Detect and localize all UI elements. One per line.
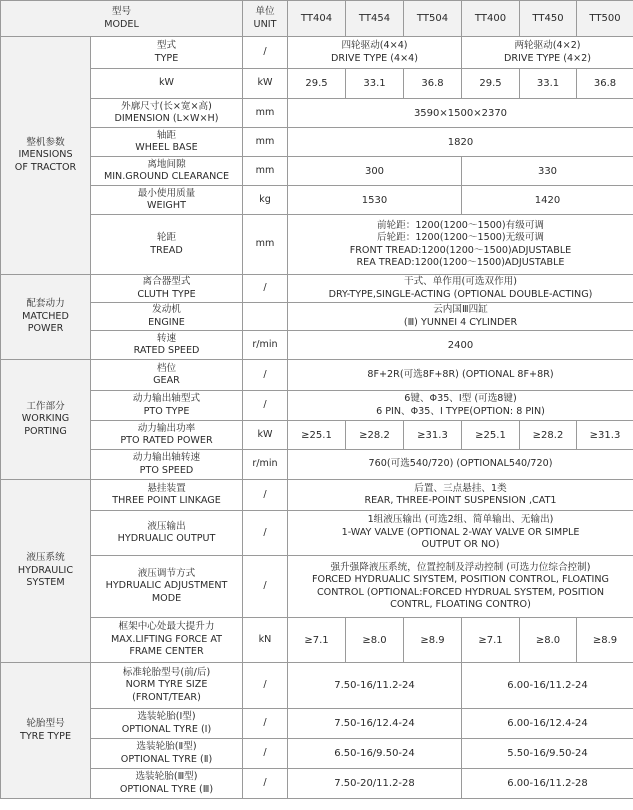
dimension-unit: mm: [243, 99, 288, 128]
lifting-value: ≥7.1: [462, 618, 520, 663]
speed-unit: r/min: [243, 331, 288, 360]
table-row: [1, 556, 633, 618]
table-row: [1, 331, 633, 360]
lifting-value: ≥8.0: [346, 618, 404, 663]
linkage-unit: /: [243, 480, 288, 511]
lifting-unit: kN: [243, 618, 288, 663]
tread-value: [288, 215, 633, 275]
pto-type-label: [91, 391, 243, 421]
wheelbase-value: 1820: [288, 128, 633, 157]
clearance-label-cn: 离地间隙: [147, 158, 186, 170]
lifting-label-en2: FRAME CENTER: [129, 646, 204, 658]
linkage-label: [91, 480, 243, 511]
group-tractor-cn: 整机参数: [26, 136, 65, 148]
dimension-label-cn: 外廓尺寸(长×宽×高): [121, 100, 212, 112]
group-tractor-en1: IMENSIONS: [18, 149, 73, 161]
engine-value: [288, 303, 633, 331]
pto-type-label-cn: 动力输出轴型式: [132, 393, 201, 405]
tyre-std-2wd: 6.00-16/11.2-24: [462, 663, 633, 709]
unit-header: [243, 1, 288, 37]
pto-power-value: ≥28.2: [520, 421, 577, 450]
gear-unit: /: [243, 360, 288, 391]
type-4wd-en: DRIVE TYPE (4×4): [331, 52, 418, 64]
pto-type-line: 6键、Φ35、Ⅰ型 (可选8键): [404, 393, 517, 405]
tread-label-en: TREAD: [150, 244, 183, 256]
table-row: [1, 360, 633, 391]
group-working-en1: WORKING: [21, 413, 70, 425]
linkage-line: REAR, THREE-POINT SUSPENSION ,CAT1: [364, 495, 557, 506]
lifting-value: ≥8.9: [404, 618, 462, 663]
tyre-std-label: [91, 663, 243, 709]
pto-power-value: ≥31.3: [577, 421, 633, 450]
gear-label-cn: 档位: [156, 362, 177, 374]
hyd-adjust-value: [288, 556, 633, 618]
tyre-3-2wd: 6.00-16/11.2-28: [462, 769, 633, 799]
engine-label-en: ENGINE: [148, 316, 185, 328]
pto-type-line: 6 PIN、Φ35、Ⅰ TYPE(OPTION: 8 PIN): [376, 405, 545, 417]
kw-value: 33.1: [520, 69, 577, 99]
clearance-4wd: 300: [288, 157, 462, 186]
table-row: [1, 618, 633, 663]
unit-header-cn: 单位: [255, 6, 275, 18]
type-unit: /: [243, 37, 288, 69]
model-header: [1, 1, 243, 37]
hyd-output-line: OUTPUT OR NO): [421, 539, 500, 551]
wheelbase-label-en: WHEEL BASE: [135, 142, 198, 153]
tread-line: REA TREAD:1200(1200～1500)ADJUSTABLE: [356, 256, 565, 268]
hyd-adjust-unit: /: [243, 556, 288, 618]
pto-power-value: ≥31.3: [404, 421, 462, 450]
gear-label-en: GEAR: [153, 375, 180, 386]
lifting-value: ≥8.0: [520, 618, 577, 663]
group-working: [1, 360, 91, 480]
dimension-label-en: DIMENSION (L×W×H): [114, 113, 219, 124]
group-power-en1: MATCHED: [22, 310, 69, 322]
table-row: [1, 709, 633, 739]
kw-value: 36.8: [404, 69, 462, 99]
tread-unit: mm: [243, 215, 288, 275]
pto-power-label: [91, 421, 243, 450]
weight-label: [91, 186, 243, 215]
type-2wd-en: DRIVE TYPE (4×2): [504, 52, 591, 64]
gear-label: [91, 360, 243, 391]
pto-type-value: [288, 391, 633, 421]
kw-value: 29.5: [288, 69, 346, 99]
wheelbase-label-cn: 轴距: [156, 129, 177, 141]
group-hydraulic-cn: 液压系统: [26, 552, 65, 564]
table-row: [1, 663, 633, 709]
type-4wd-cn: 四轮驱动(4×4): [341, 40, 408, 52]
header-row: [1, 1, 633, 37]
clearance-unit: mm: [243, 157, 288, 186]
lifting-value: ≥7.1: [288, 618, 346, 663]
pto-speed-label-cn: 动力输出轴转速: [132, 452, 201, 464]
tyre-1-2wd: 6.00-16/12.4-24: [462, 709, 633, 739]
unit-header-en: UNIT: [253, 18, 277, 30]
tyre-2-label-cn: 选装轮胎(Ⅱ型): [136, 741, 197, 753]
pto-speed-value: 760(可选540/720) (OPTIONAL540/720): [288, 450, 633, 480]
pto-power-label-en: PTO RATED POWER: [120, 435, 213, 446]
weight-unit: kg: [243, 186, 288, 215]
wheelbase-label: [91, 128, 243, 157]
hyd-adjust-line: 强升强降液压系统，位置控制及浮动控制 (可选力位综合控制): [330, 561, 591, 573]
pto-type-unit: /: [243, 391, 288, 421]
hyd-adjust-line: CONTROL (OPTIONAL:FORCED HYDRUAL SYSTEM, POSITION: [316, 586, 605, 598]
table-row: [1, 215, 633, 275]
pto-power-value: ≥25.1: [288, 421, 346, 450]
table-row: [1, 511, 633, 556]
hyd-output-label-cn: 液压输出: [147, 520, 186, 532]
table-row: [1, 69, 633, 99]
hyd-adjust-label-en2: MODE: [151, 592, 182, 604]
tread-line: 后轮距：1200(1200～1500)无级可调: [376, 232, 545, 244]
pto-speed-label: [91, 450, 243, 480]
model-tt400: TT400: [462, 1, 520, 37]
type-label-cn: 型式: [156, 40, 177, 52]
type-2wd-cn: 两轮驱动(4×2): [514, 40, 581, 52]
table-row: [1, 186, 633, 215]
weight-label-cn: 最小使用质量: [137, 187, 196, 199]
linkage-label-en: THREE POINT LINKAGE: [112, 495, 221, 506]
clutch-label: [91, 275, 243, 303]
clearance-2wd: 330: [462, 157, 633, 186]
linkage-label-cn: 悬挂装置: [147, 482, 186, 494]
kw-value: 36.8: [577, 69, 633, 99]
group-power-en2: POWER: [27, 323, 64, 335]
tyre-3-label: [91, 769, 243, 799]
tyre-2-2wd: 5.50-16/9.50-24: [462, 739, 633, 769]
clutch-label-en: CLUTH TYPE: [137, 288, 196, 300]
table-row: [1, 480, 633, 511]
speed-label: [91, 331, 243, 360]
tyre-std-4wd: 7.50-16/11.2-24: [288, 663, 462, 709]
tyre-std-label-cn: 标准轮胎型号(前/后): [122, 666, 211, 678]
dimension-value: 3590×1500×2370: [288, 99, 633, 128]
table-row: [1, 157, 633, 186]
hyd-adjust-line: CONTRL, FLOATING CONTRO): [390, 598, 531, 610]
lifting-value: ≥8.9: [577, 618, 633, 663]
pto-power-label-cn: 动力输出功率: [137, 422, 196, 434]
group-tyre-cn: 轮胎型号: [26, 718, 65, 730]
tyre-3-unit: /: [243, 769, 288, 799]
engine-line: (Ⅲ) YUNNEI 4 CYLINDER: [403, 316, 518, 328]
hyd-adjust-label-en: HYDRUALIC ADJUSTMENT: [105, 580, 228, 592]
model-tt454: TT454: [346, 1, 404, 37]
pto-power-unit: kW: [243, 421, 288, 450]
model-tt504: TT504: [404, 1, 462, 37]
group-hydraulic: [1, 480, 91, 663]
group-hydraulic-en2: SYSTEM: [26, 577, 65, 589]
hyd-output-value: [288, 511, 633, 556]
table-row: [1, 450, 633, 480]
tyre-3-4wd: 7.50-20/11.2-28: [288, 769, 462, 799]
linkage-line: 后置、三点悬挂、1类: [414, 482, 507, 494]
tyre-2-label-en: OPTIONAL TYRE (Ⅱ): [120, 753, 213, 765]
pto-speed-label-en: PTO SPEED: [139, 464, 194, 476]
table-row: [1, 391, 633, 421]
tyre-1-label-en: OPTIONAL TYRE (Ⅰ): [121, 723, 212, 735]
pto-type-label-en: PTO TYPE: [143, 405, 190, 417]
type-label: [91, 37, 243, 69]
pto-speed-unit: r/min: [243, 450, 288, 480]
tyre-1-unit: /: [243, 709, 288, 739]
weight-label-en: WEIGHT: [147, 200, 186, 211]
weight-4wd: 1530: [288, 186, 462, 215]
table-row: [1, 303, 633, 331]
table-row: [1, 769, 633, 799]
linkage-value: [288, 480, 633, 511]
hyd-adjust-label: [91, 556, 243, 618]
tyre-std-label-en: NORM TYRE SIZE: [125, 679, 208, 691]
tyre-1-label-cn: 选装轮胎(Ⅰ型): [137, 711, 196, 723]
kw-unit: kW: [243, 69, 288, 99]
table-row: [1, 128, 633, 157]
model-tt500: TT500: [577, 1, 633, 37]
group-power-cn: 配套动力: [26, 298, 65, 310]
tyre-1-4wd: 7.50-16/12.4-24: [288, 709, 462, 739]
tread-label: [91, 215, 243, 275]
type-2wd: [462, 37, 633, 69]
speed-label-cn: 转速: [156, 332, 177, 344]
model-header-en: MODEL: [104, 18, 139, 30]
engine-label-cn: 发动机: [152, 304, 181, 316]
tyre-2-4wd: 6.50-16/9.50-24: [288, 739, 462, 769]
weight-2wd: 1420: [462, 186, 633, 215]
lifting-label: [91, 618, 243, 663]
tyre-3-label-en: OPTIONAL TYRE (Ⅲ): [119, 783, 214, 795]
lifting-label-en: MAX.LIFTING FORCE AT: [110, 633, 223, 645]
kw-value: 29.5: [462, 69, 520, 99]
hyd-adjust-label-cn: 液压调节方式: [137, 567, 196, 579]
group-tyre: [1, 663, 91, 799]
group-tractor: [1, 37, 91, 275]
tyre-3-label-cn: 选装轮胎(Ⅲ型): [135, 771, 198, 783]
kw-label: kW: [91, 69, 243, 99]
tread-label-cn: 轮距: [156, 232, 177, 244]
hyd-output-label-en: HYDRUALIC OUTPUT: [117, 533, 216, 544]
hyd-output-line: 1组液压输出 (可选2组、简单输出、无输出): [367, 514, 554, 526]
speed-value: 2400: [288, 331, 633, 360]
hyd-adjust-line: FORCED HYDRUALIC SIYSTEM, POSITION CONTROL, FLOATING: [312, 574, 609, 586]
group-power: [1, 275, 91, 360]
clearance-label: [91, 157, 243, 186]
hyd-output-unit: /: [243, 511, 288, 556]
clutch-line: DRY-TYPE,SINGLE-ACTING (OPTIONAL DOUBLE-ACTING): [328, 288, 593, 300]
clutch-value: [288, 275, 633, 303]
group-hydraulic-en1: HYDRAULIC: [17, 564, 74, 576]
engine-label: [91, 303, 243, 331]
model-header-cn: 型号: [111, 6, 132, 18]
wheelbase-unit: mm: [243, 128, 288, 157]
group-working-cn: 工作部分: [26, 400, 65, 412]
clutch-unit: /: [243, 275, 288, 303]
table-row: [1, 37, 633, 69]
tyre-2-label: [91, 739, 243, 769]
hyd-output-line: 1-WAY VALVE (OPTIONAL 2-WAY VALVE OR SIMPLE: [341, 526, 580, 538]
pto-power-value: ≥28.2: [346, 421, 404, 450]
gear-value: 8F+2R(可选8F+8R) (OPTIONAL 8F+8R): [288, 360, 633, 391]
table-row: [1, 275, 633, 303]
group-tyre-en: TYRE TYPE: [19, 730, 72, 742]
clearance-label-en: MIN.GROUND CLEARANCE: [103, 171, 230, 182]
clutch-label-cn: 离合器型式: [142, 276, 191, 288]
speed-label-en: RATED SPEED: [133, 345, 200, 356]
engine-unit: [243, 303, 288, 331]
type-4wd: [288, 37, 462, 69]
table-row: [1, 739, 633, 769]
tyre-std-unit: /: [243, 663, 288, 709]
engine-line: 云内国Ⅲ四缸: [433, 304, 488, 316]
tyre-std-label-en2: (FRONT/TEAR): [132, 691, 201, 703]
clutch-line: 干式、单作用(可选双作用): [403, 276, 518, 288]
tyre-1-label: [91, 709, 243, 739]
tread-line: FRONT TREAD:1200(1200～1500)ADJUSTABLE: [349, 244, 572, 256]
table-row: [1, 99, 633, 128]
pto-power-value: ≥25.1: [462, 421, 520, 450]
table-row: [1, 421, 633, 450]
group-tractor-en2: OF TRACTOR: [14, 161, 77, 173]
model-tt450: TT450: [520, 1, 577, 37]
group-working-en2: PORTING: [24, 425, 67, 437]
lifting-label-cn: 框架中心处最大提升力: [118, 621, 215, 633]
hyd-output-label: [91, 511, 243, 556]
dimension-label: [91, 99, 243, 128]
tyre-2-unit: /: [243, 739, 288, 769]
tread-line: 前轮距：1200(1200～1500)有级可调: [376, 219, 545, 231]
type-label-en: TYPE: [154, 52, 179, 64]
kw-value: 33.1: [346, 69, 404, 99]
model-tt404: TT404: [288, 1, 346, 37]
